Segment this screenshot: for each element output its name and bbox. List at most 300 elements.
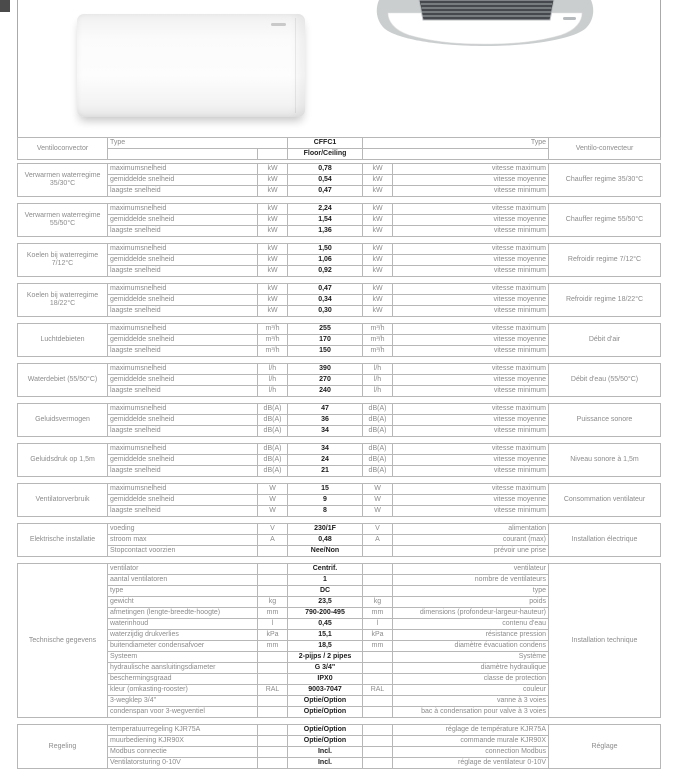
unit-cell-fr: kg: [363, 597, 393, 608]
spec-block-table: [17, 403, 661, 437]
spec-label-fr: vitesse maximum: [393, 324, 549, 335]
spec-label-nl: gemiddelde snelheid: [108, 455, 258, 466]
spec-label-nl: stroom max: [108, 535, 258, 546]
unit-cell-nl: [258, 696, 288, 707]
spec-label-fr: vitesse minimum: [393, 186, 549, 197]
spec-block-table: [17, 483, 661, 517]
value-cell: 15,1: [288, 630, 363, 641]
table-row: [18, 164, 661, 175]
value-cell: G 3/4": [288, 663, 363, 674]
spec-label-nl: laagste snelheid: [108, 346, 258, 357]
unit-cell-nl: RAL: [258, 685, 288, 696]
table-row: [18, 404, 661, 415]
unit-cell-nl: [258, 758, 288, 769]
value-cell: 230/1F: [288, 524, 363, 535]
spec-label-fr: vitesse maximum: [393, 244, 549, 255]
unit-cell-fr: dB(A): [363, 444, 393, 455]
unit-cell-fr: kPa: [363, 630, 393, 641]
value-cell: 1,36: [288, 226, 363, 237]
unit-cell-nl: dB(A): [258, 426, 288, 437]
model-type: Floor/Ceiling: [288, 149, 363, 160]
unit-cell-fr: [363, 674, 393, 685]
unit-cell-fr: [363, 546, 393, 557]
spec-label-fr: vitesse minimum: [393, 226, 549, 237]
spec-label-fr: vitesse moyenne: [393, 375, 549, 386]
spec-label-nl: Ventilatorsturing 0-10V: [108, 758, 258, 769]
group-label-nl: Geluidsvermogen: [18, 404, 108, 437]
spec-label-nl: laagste snelheid: [108, 426, 258, 437]
air-grille-icon: [419, 0, 554, 20]
group-label-fr: Débit d'eau (55/50°C): [549, 364, 661, 397]
value-cell: 36: [288, 415, 363, 426]
value-cell: 0,47: [288, 186, 363, 197]
spec-label-fr: classe de protection: [393, 674, 549, 685]
value-cell: 1,54: [288, 215, 363, 226]
unit-cell-fr: kW: [363, 175, 393, 186]
value-cell: Optie/Option: [288, 725, 363, 736]
spec-label-fr: prévoir une prise: [393, 546, 549, 557]
unit-cell-nl: l: [258, 619, 288, 630]
unit-cell-nl: kW: [258, 284, 288, 295]
spec-label-nl: maximumsnelheid: [108, 444, 258, 455]
unit-cell-nl: m³/h: [258, 335, 288, 346]
spec-header-table: [17, 137, 661, 160]
unit-cell-fr: m³/h: [363, 335, 393, 346]
table-row: [18, 284, 661, 295]
value-cell: 170: [288, 335, 363, 346]
group-label-fr: Refroidir regime 7/12°C: [549, 244, 661, 277]
unit-cell-nl: dB(A): [258, 444, 288, 455]
group-label-nl: Koelen bij waterregime 18/22°C: [18, 284, 108, 317]
unit-cell-fr: [363, 725, 393, 736]
spec-label-fr: vitesse minimum: [393, 346, 549, 357]
spec-label-nl: maximumsnelheid: [108, 364, 258, 375]
scan-corner-mark: [0, 0, 10, 12]
unit-cell-fr: l: [363, 619, 393, 630]
floor-unit-edge: [295, 18, 296, 113]
unit-cell-fr: kW: [363, 266, 393, 277]
group-label-fr: Consommation ventilateur: [549, 484, 661, 517]
spec-block-table: [17, 443, 661, 477]
unit-cell-fr: kW: [363, 255, 393, 266]
spec-label-nl: laagste snelheid: [108, 266, 258, 277]
unit-cell-fr: mm: [363, 641, 393, 652]
unit-cell-nl: kW: [258, 295, 288, 306]
unit-cell-nl: mm: [258, 608, 288, 619]
spec-label-fr: type: [393, 586, 549, 597]
spec-label-nl: laagste snelheid: [108, 186, 258, 197]
value-cell: 150: [288, 346, 363, 357]
group-label-nl: Technische gegevens: [18, 564, 108, 718]
value-cell: 0,47: [288, 284, 363, 295]
spec-label-fr: Système: [393, 652, 549, 663]
unit-cell-nl: W: [258, 484, 288, 495]
unit-cell-nl: [258, 725, 288, 736]
unit-cell-nl: kW: [258, 244, 288, 255]
spec-label-fr: vitesse moyenne: [393, 255, 549, 266]
spec-label-nl: buitendiameter condensafvoer: [108, 641, 258, 652]
group-label-nl: Geluidsdruk op 1,5m: [18, 444, 108, 477]
table-row: [18, 204, 661, 215]
unit-cell-nl: l/h: [258, 375, 288, 386]
value-cell: IPX0: [288, 674, 363, 685]
spec-label-nl: laagste snelheid: [108, 466, 258, 477]
unit-cell-fr: dB(A): [363, 415, 393, 426]
spec-label-nl: beschermingsgraad: [108, 674, 258, 685]
spec-label-fr: vitesse maximum: [393, 284, 549, 295]
brand-logo-icon: [271, 23, 286, 26]
spec-label-fr: vitesse moyenne: [393, 175, 549, 186]
spec-label-fr: diamètre hydraulique: [393, 663, 549, 674]
value-cell: 8: [288, 506, 363, 517]
unit-cell-nl: A: [258, 535, 288, 546]
empty-cell: [258, 149, 288, 160]
unit-cell-nl: kW: [258, 215, 288, 226]
unit-cell-nl: kW: [258, 175, 288, 186]
spec-label-fr: vitesse minimum: [393, 466, 549, 477]
unit-cell-fr: kW: [363, 306, 393, 317]
value-cell: Incl.: [288, 747, 363, 758]
unit-cell-fr: [363, 586, 393, 597]
brand-logo-icon: [563, 17, 576, 20]
unit-cell-fr: kW: [363, 164, 393, 175]
spec-label-nl: temperatuurregeling KJR75A: [108, 725, 258, 736]
value-cell: 0,92: [288, 266, 363, 277]
spec-label-nl: afmetingen (lengte-breedte-hoogte): [108, 608, 258, 619]
spec-label-nl: gemiddelde snelheid: [108, 415, 258, 426]
spec-label-fr: courant (max): [393, 535, 549, 546]
spec-label-fr: vitesse maximum: [393, 444, 549, 455]
unit-cell-fr: [363, 707, 393, 718]
empty-cell: [363, 149, 549, 160]
value-cell: Incl.: [288, 758, 363, 769]
spec-label-nl: gemiddelde snelheid: [108, 375, 258, 386]
value-cell: 18,5: [288, 641, 363, 652]
unit-cell-nl: dB(A): [258, 466, 288, 477]
value-cell: 790-200-495: [288, 608, 363, 619]
group-label-nl: Koelen bij waterregime 7/12°C: [18, 244, 108, 277]
spec-label-nl: gemiddelde snelheid: [108, 295, 258, 306]
spec-label-nl: laagste snelheid: [108, 306, 258, 317]
value-cell: 23,5: [288, 597, 363, 608]
value-cell: 24: [288, 455, 363, 466]
spec-label-nl: ventilator: [108, 564, 258, 575]
spec-block-table: [17, 283, 661, 317]
group-label-nl: Regeling: [18, 725, 108, 769]
spec-label-nl: laagste snelheid: [108, 386, 258, 397]
unit-cell-nl: kW: [258, 306, 288, 317]
value-cell: 2-pijps / 2 pipes: [288, 652, 363, 663]
spec-blocks: [17, 163, 660, 769]
spec-block-table: [17, 243, 661, 277]
spec-label-nl: type: [108, 586, 258, 597]
unit-cell-fr: W: [363, 484, 393, 495]
spec-label-fr: connection Modbus: [393, 747, 549, 758]
spec-label-fr: résistance pression: [393, 630, 549, 641]
unit-cell-fr: dB(A): [363, 455, 393, 466]
ceiling-unit-illustration: [373, 0, 597, 54]
unit-cell-fr: [363, 758, 393, 769]
spec-label-nl: maximumsnelheid: [108, 244, 258, 255]
value-cell: Nee/Non: [288, 546, 363, 557]
value-cell: 0,54: [288, 175, 363, 186]
spec-label-nl: hydraulische aansluitingsdiameter: [108, 663, 258, 674]
spec-label-nl: gemiddelde snelheid: [108, 255, 258, 266]
value-cell: 390: [288, 364, 363, 375]
unit-cell-nl: l/h: [258, 364, 288, 375]
table-row: [18, 484, 661, 495]
ceiling-unit-photo: [373, 0, 597, 54]
value-cell: 21: [288, 466, 363, 477]
spec-label-fr: vitesse moyenne: [393, 415, 549, 426]
spec-label-fr: vitesse minimum: [393, 386, 549, 397]
group-label-fr: Installation électrique: [549, 524, 661, 557]
unit-cell-fr: A: [363, 535, 393, 546]
unit-cell-fr: [363, 575, 393, 586]
value-cell: 1,50: [288, 244, 363, 255]
value-cell: 9003-7047: [288, 685, 363, 696]
unit-cell-fr: l/h: [363, 375, 393, 386]
spec-label-nl: gemiddelde snelheid: [108, 495, 258, 506]
spec-label-fr: vitesse minimum: [393, 426, 549, 437]
table-row: [18, 244, 661, 255]
unit-cell-nl: mm: [258, 641, 288, 652]
group-label-fr: Installation technique: [549, 564, 661, 718]
unit-cell-nl: dB(A): [258, 455, 288, 466]
value-cell: 240: [288, 386, 363, 397]
spec-label-nl: gemiddelde snelheid: [108, 215, 258, 226]
unit-cell-fr: [363, 736, 393, 747]
value-cell: Optie/Option: [288, 707, 363, 718]
spec-label-nl: laagste snelheid: [108, 226, 258, 237]
value-cell: 255: [288, 324, 363, 335]
spec-label-fr: vitesse moyenne: [393, 215, 549, 226]
spec-label-fr: vitesse maximum: [393, 164, 549, 175]
spec-label-fr: réglage de température KJR75A: [393, 725, 549, 736]
value-cell: DC: [288, 586, 363, 597]
group-label-nl: Ventilatorverbruik: [18, 484, 108, 517]
value-cell: 1,06: [288, 255, 363, 266]
unit-cell-fr: m³/h: [363, 346, 393, 357]
spec-label-fr: commande murale KJR90X: [393, 736, 549, 747]
spec-label-nl: gemiddelde snelheid: [108, 175, 258, 186]
group-label-fr: Chauffer regime 55/50°C: [549, 204, 661, 237]
spec-block-table: [17, 163, 661, 197]
unit-cell-nl: [258, 652, 288, 663]
unit-cell-nl: W: [258, 495, 288, 506]
type-label-fr: Type: [363, 138, 549, 149]
group-label-nl: Elektrische installatie: [18, 524, 108, 557]
spec-block-table: [17, 323, 661, 357]
spec-label-nl: maximumsnelheid: [108, 204, 258, 215]
unit-cell-fr: m³/h: [363, 324, 393, 335]
unit-cell-fr: kW: [363, 215, 393, 226]
unit-cell-nl: dB(A): [258, 404, 288, 415]
spec-block-table: [17, 563, 661, 718]
value-cell: 2,24: [288, 204, 363, 215]
spec-label-nl: voeding: [108, 524, 258, 535]
unit-cell-fr: RAL: [363, 685, 393, 696]
type-label-nl: Type: [108, 138, 288, 149]
group-label-fr: Refroidir regime 18/22°C: [549, 284, 661, 317]
unit-cell-nl: W: [258, 506, 288, 517]
value-cell: 1: [288, 575, 363, 586]
unit-cell-nl: kW: [258, 266, 288, 277]
unit-cell-nl: [258, 546, 288, 557]
spec-label-nl: laagste snelheid: [108, 506, 258, 517]
unit-cell-nl: [258, 736, 288, 747]
group-label-fr: Réglage: [549, 725, 661, 769]
unit-cell-nl: kW: [258, 164, 288, 175]
unit-cell-fr: dB(A): [363, 466, 393, 477]
unit-cell-nl: kg: [258, 597, 288, 608]
spec-label-fr: bac à condensation pour valve à 3 voies: [393, 707, 549, 718]
unit-cell-fr: kW: [363, 186, 393, 197]
spec-label-nl: condenspan voor 3-wegventiel: [108, 707, 258, 718]
spec-label-fr: vitesse moyenne: [393, 295, 549, 306]
unit-cell-fr: kW: [363, 295, 393, 306]
value-cell: Centrif.: [288, 564, 363, 575]
unit-cell-fr: dB(A): [363, 426, 393, 437]
unit-cell-nl: kW: [258, 226, 288, 237]
unit-cell-fr: kW: [363, 204, 393, 215]
table-row: [18, 725, 661, 736]
unit-cell-fr: kW: [363, 244, 393, 255]
spec-label-fr: vitesse maximum: [393, 204, 549, 215]
spec-label-nl: waterzijdig drukverlies: [108, 630, 258, 641]
unit-cell-nl: [258, 564, 288, 575]
unit-cell-fr: W: [363, 495, 393, 506]
spec-label-fr: réglage de ventilateur 0-10V: [393, 758, 549, 769]
spec-label-nl: waterinhoud: [108, 619, 258, 630]
header-group-fr: Ventilo-convecteur: [549, 138, 661, 160]
spec-label-nl: muurbediening KJR90X: [108, 736, 258, 747]
table-row: [18, 324, 661, 335]
value-cell: 0,34: [288, 295, 363, 306]
spec-label-fr: vitesse minimum: [393, 266, 549, 277]
unit-cell-nl: dB(A): [258, 415, 288, 426]
spec-label-nl: maximumsnelheid: [108, 324, 258, 335]
header-group-nl: Ventiloconvector: [18, 138, 108, 160]
table-row: [18, 444, 661, 455]
page-border-right: [660, 0, 661, 138]
unit-cell-nl: m³/h: [258, 324, 288, 335]
spec-table-area: [17, 137, 660, 775]
unit-cell-fr: mm: [363, 608, 393, 619]
spec-block-table: [17, 363, 661, 397]
unit-cell-nl: kW: [258, 186, 288, 197]
unit-cell-nl: [258, 586, 288, 597]
spec-block-table: [17, 203, 661, 237]
spec-label-nl: gewicht: [108, 597, 258, 608]
spec-label-fr: vanne à 3 voies: [393, 696, 549, 707]
value-cell: 47: [288, 404, 363, 415]
page-border-left: [17, 0, 18, 138]
spec-label-nl: Systeem: [108, 652, 258, 663]
unit-cell-fr: W: [363, 506, 393, 517]
spec-label-fr: couleur: [393, 685, 549, 696]
group-label-fr: Niveau sonore à 1,5m: [549, 444, 661, 477]
spec-label-fr: vitesse minimum: [393, 506, 549, 517]
unit-cell-nl: l/h: [258, 386, 288, 397]
table-row: [18, 364, 661, 375]
spec-label-fr: vitesse maximum: [393, 404, 549, 415]
spec-label-fr: alimentation: [393, 524, 549, 535]
spec-label-fr: dimensions (profondeur-largeur-hauteur): [393, 608, 549, 619]
group-label-nl: Verwarmen waterregime 55/50°C: [18, 204, 108, 237]
group-label-fr: Chauffer regime 35/30°C: [549, 164, 661, 197]
unit-cell-nl: m³/h: [258, 346, 288, 357]
model-name: CFFC1: [288, 138, 363, 149]
unit-cell-fr: V: [363, 524, 393, 535]
empty-cell: [108, 149, 258, 160]
spec-block-table: [17, 523, 661, 557]
unit-cell-nl: [258, 663, 288, 674]
value-cell: Optie/Option: [288, 696, 363, 707]
unit-cell-nl: kW: [258, 204, 288, 215]
unit-cell-fr: l/h: [363, 364, 393, 375]
spec-label-nl: 3-wegklep 3/4": [108, 696, 258, 707]
spec-label-fr: contenu d'eau: [393, 619, 549, 630]
unit-cell-nl: [258, 707, 288, 718]
spec-label-nl: maximumsnelheid: [108, 164, 258, 175]
table-row: [18, 564, 661, 575]
unit-cell-nl: kPa: [258, 630, 288, 641]
unit-cell-fr: [363, 652, 393, 663]
unit-cell-nl: [258, 747, 288, 758]
value-cell: 0,45: [288, 619, 363, 630]
unit-cell-fr: [363, 696, 393, 707]
value-cell: 34: [288, 444, 363, 455]
value-cell: 0,30: [288, 306, 363, 317]
value-cell: 15: [288, 484, 363, 495]
value-cell: Optie/Option: [288, 736, 363, 747]
spec-label-fr: poids: [393, 597, 549, 608]
spec-label-nl: kleur (omkasting-rooster): [108, 685, 258, 696]
unit-cell-nl: [258, 575, 288, 586]
group-label-nl: Waterdebiet (55/50°C): [18, 364, 108, 397]
value-cell: 0,48: [288, 535, 363, 546]
unit-cell-fr: l/h: [363, 386, 393, 397]
spec-block-table: [17, 724, 661, 769]
unit-cell-fr: dB(A): [363, 404, 393, 415]
spec-label-fr: vitesse moyenne: [393, 455, 549, 466]
unit-cell-fr: kW: [363, 284, 393, 295]
unit-cell-nl: [258, 674, 288, 685]
table-row: [18, 524, 661, 535]
spec-label-nl: Modbus connectie: [108, 747, 258, 758]
spec-label-fr: vitesse moyenne: [393, 495, 549, 506]
spec-label-nl: maximumsnelheid: [108, 284, 258, 295]
value-cell: 9: [288, 495, 363, 506]
unit-cell-nl: kW: [258, 255, 288, 266]
spec-label-fr: vitesse minimum: [393, 306, 549, 317]
spec-label-nl: maximumsnelheid: [108, 484, 258, 495]
unit-cell-fr: kW: [363, 226, 393, 237]
group-label-fr: Débit d'air: [549, 324, 661, 357]
spec-label-fr: vitesse moyenne: [393, 335, 549, 346]
spec-label-nl: maximumsnelheid: [108, 404, 258, 415]
table-row: [18, 138, 661, 149]
value-cell: 0,78: [288, 164, 363, 175]
group-label-nl: Luchtdebieten: [18, 324, 108, 357]
group-label-nl: Verwarmen waterregime 35/30°C: [18, 164, 108, 197]
unit-cell-fr: [363, 747, 393, 758]
floor-unit-photo: [77, 14, 305, 117]
unit-cell-nl: V: [258, 524, 288, 535]
group-label-fr: Puissance sonore: [549, 404, 661, 437]
spec-label-fr: vitesse maximum: [393, 364, 549, 375]
